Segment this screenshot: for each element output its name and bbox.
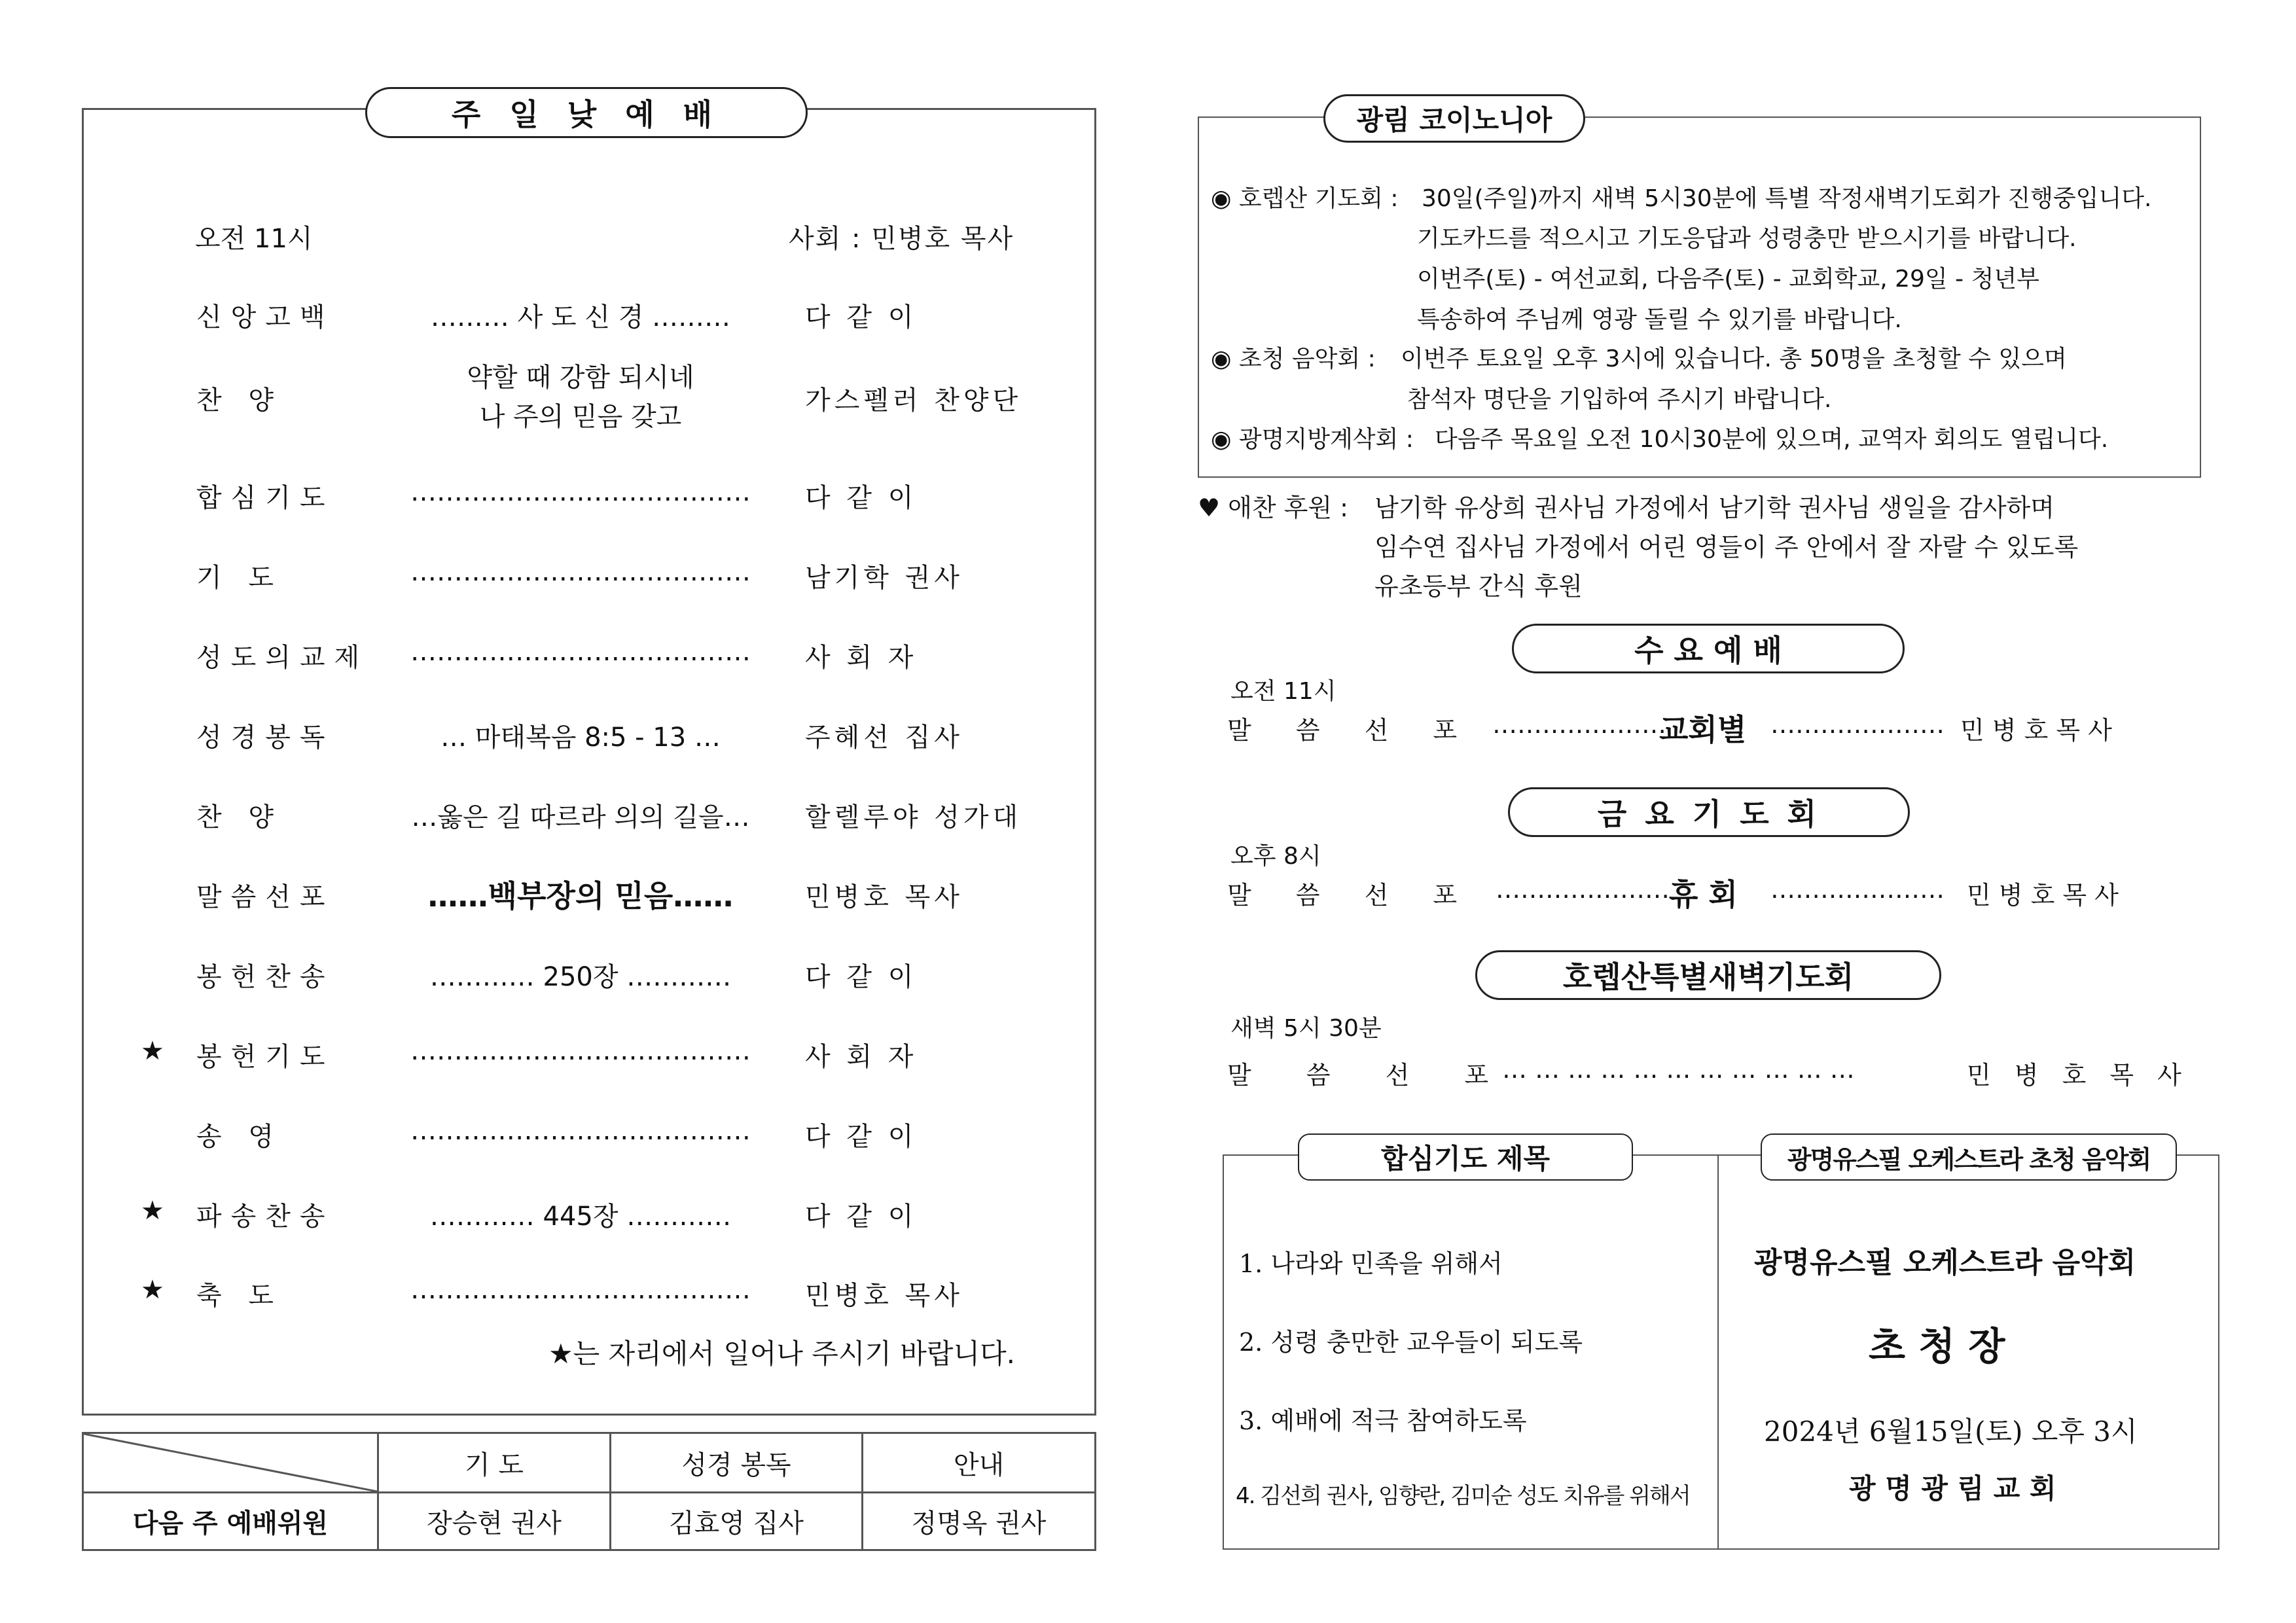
order-item: 기 도 bbox=[196, 563, 283, 593]
next-week-servers-table bbox=[82, 1432, 1096, 1551]
prayer-topics-title: 합심기도 제목 bbox=[1298, 1133, 1633, 1181]
order-person: 민병호 목사 bbox=[805, 1281, 963, 1311]
order-person: 다 같 이 bbox=[805, 1202, 918, 1232]
koinonia-title: 광림 코이노니아 bbox=[1323, 94, 1585, 143]
koinonia-line-3-1: 다음주 목요일 오전 10시30분에 있으며, 교역자 회의도 열립니다. bbox=[1435, 426, 2109, 453]
dawn-preacher: 민 병 호 목 사 bbox=[1967, 1061, 2189, 1090]
concert-name: 광명유스필 오케스트라 음악회 bbox=[1754, 1246, 2136, 1279]
koinonia-label-3: ◉ 광명지방계삭회 : bbox=[1211, 426, 1414, 453]
order-person: 다 같 이 bbox=[805, 1122, 918, 1152]
friday-label: 말 씀 선 포 bbox=[1227, 881, 1476, 910]
concert-title: 광명유스필 오케스트라 초청 음악회 bbox=[1761, 1133, 2177, 1181]
order-content: ……… 사 도 신 경 ……… bbox=[430, 302, 731, 332]
dawn-prayer-title: 호렙산특별새벽기도회 bbox=[1475, 950, 1941, 1000]
order-person: 남기학 권사 bbox=[805, 563, 963, 593]
standing-note: ★는 자리에서 일어나 주시기 바랍니다. bbox=[548, 1338, 1015, 1370]
dawn-time: 새벽 5시 30분 bbox=[1230, 1015, 1382, 1042]
order-person: 다 같 이 bbox=[805, 483, 918, 513]
wednesday-dots-2: ………………… bbox=[1770, 710, 1945, 739]
prayer-topic-2: 2. 성령 충만한 교우들이 되도록 bbox=[1239, 1328, 1583, 1357]
order-content: ………………………………… bbox=[410, 1116, 751, 1146]
friday-sermon-title: 휴 회 bbox=[1669, 877, 1738, 912]
koinonia-line-1-2: 기도카드를 적으시고 기도응답과 성령충만 받으시기를 바랍니다. bbox=[1417, 225, 2077, 252]
stand-star: ★ bbox=[141, 1196, 164, 1226]
order-item: 합심기도 bbox=[196, 483, 334, 513]
concert-invite: 초 청 장 bbox=[1869, 1324, 2005, 1368]
prayer-topic-3: 3. 예배에 적극 참여하도록 bbox=[1239, 1406, 1527, 1435]
friday-title: 금 요 기 도 회 bbox=[1508, 787, 1910, 837]
wednesday-dots-1: ………………… bbox=[1492, 710, 1666, 739]
server-guide: 정명옥 권사 bbox=[863, 1493, 1096, 1550]
next-week-label: 다음 주 예배위원 bbox=[83, 1493, 378, 1550]
koinonia-line-2-1: 이번주 토요일 오후 3시에 있습니다. 총 50명을 초청할 수 있으며 bbox=[1401, 346, 2067, 372]
order-content: ………………………………… bbox=[410, 1275, 751, 1305]
order-person: 주혜선 집사 bbox=[805, 722, 963, 753]
concert-date: 2024년 6월15일(토) 오후 3시 bbox=[1764, 1416, 2138, 1448]
order-content: ………………………………… bbox=[410, 1036, 751, 1066]
order-item: 찬 양 bbox=[196, 802, 283, 832]
koinonia-line-2-2: 참석자 명단을 기입하여 주시기 바랍니다. bbox=[1407, 386, 1832, 413]
header-prayer: 기 도 bbox=[378, 1433, 611, 1493]
order-item: 말씀선포 bbox=[196, 882, 334, 912]
snack-line-3: 유초등부 간식 후원 bbox=[1374, 572, 1583, 601]
order-item: 봉헌기도 bbox=[196, 1042, 334, 1072]
wednesday-label: 말 씀 선 포 bbox=[1227, 716, 1476, 745]
wednesday-preacher: 민 병 호 목 사 bbox=[1960, 716, 2112, 745]
friday-dots-2: ………………… bbox=[1770, 875, 1945, 904]
sunday-worship-title: 주 일 낮 예 배 bbox=[365, 87, 808, 138]
koinonia-line-1-1: 30일(주일)까지 새벽 5시30분에 특별 작정새벽기도회가 진행중입니다. bbox=[1422, 185, 2152, 212]
friday-dots-1: ………………… bbox=[1496, 875, 1670, 904]
order-item: 성경봉독 bbox=[196, 722, 334, 753]
order-person: 사 회 자 bbox=[805, 643, 918, 673]
order-person: 다 같 이 bbox=[805, 962, 918, 992]
order-content: ………………………………… bbox=[410, 557, 751, 587]
order-item: 파송찬송 bbox=[196, 1202, 334, 1232]
order-row bbox=[196, 363, 1044, 432]
order-person: 다 같 이 bbox=[805, 302, 918, 332]
wednesday-sermon-title: 교회별 bbox=[1659, 712, 1747, 747]
stand-star: ★ bbox=[141, 1036, 164, 1066]
order-content: ………………………………… bbox=[410, 637, 751, 667]
order-row bbox=[196, 1036, 1044, 1075]
order-person: 민병호 목사 bbox=[805, 882, 963, 912]
server-prayer: 장승현 권사 bbox=[378, 1493, 611, 1550]
wednesday-title: 수 요 예 배 bbox=[1512, 624, 1905, 673]
order-item: 축 도 bbox=[196, 1281, 283, 1311]
order-row bbox=[196, 876, 1044, 916]
order-content: ………… 250장 ………… bbox=[429, 962, 732, 992]
koinonia-label-2: ◉ 초청 음악회 : bbox=[1211, 346, 1376, 372]
wednesday-time: 오전 11시 bbox=[1230, 678, 1336, 705]
order-content: ……백부장의 믿음…… bbox=[427, 878, 734, 914]
snack-label: ♥ 애찬 후원 : bbox=[1198, 493, 1348, 522]
order-content: …옳은 길 따르라 의의 길을… bbox=[411, 802, 750, 832]
header-guide: 안내 bbox=[863, 1433, 1096, 1493]
friday-sermon-row bbox=[1227, 875, 2193, 912]
prayer-topic-1: 1. 나라와 민족을 위해서 bbox=[1239, 1249, 1503, 1278]
order-row bbox=[196, 956, 1044, 995]
order-person: 할렐루야 성가대 bbox=[805, 802, 1022, 832]
bottom-divider bbox=[1717, 1154, 1719, 1550]
friday-preacher: 민 병 호 목 사 bbox=[1967, 881, 2119, 910]
order-item: 송 영 bbox=[196, 1122, 283, 1152]
order-row bbox=[196, 796, 1044, 836]
order-person: 가스펠러 찬양단 bbox=[805, 385, 1022, 416]
koinonia-line-1-3: 이번주(토) - 여선교회, 다음주(토) - 교회학교, 29일 - 청년부 bbox=[1417, 266, 2039, 293]
wednesday-sermon-row bbox=[1227, 710, 2193, 747]
order-row bbox=[196, 477, 1044, 516]
order-item: 봉헌찬송 bbox=[196, 962, 334, 992]
snack-line-2: 임수연 집사님 가정에서 어린 영들이 주 안에서 잘 자랄 수 있도록 bbox=[1374, 533, 2079, 562]
order-item: 찬 양 bbox=[196, 385, 283, 416]
order-row bbox=[196, 1196, 1044, 1235]
order-item: 성도의교제 bbox=[196, 643, 369, 673]
order-content-line-2: 나 주의 믿음 갖고 bbox=[479, 402, 682, 432]
diagonal-header-cell bbox=[83, 1433, 378, 1493]
order-item: 신앙고백 bbox=[196, 302, 334, 332]
dawn-dots: … … … … … … … … … … … bbox=[1502, 1055, 1855, 1084]
dawn-label: 말 씀 선 포 bbox=[1227, 1061, 1513, 1090]
stand-star: ★ bbox=[141, 1275, 164, 1305]
service-time: 오전 11시 bbox=[195, 224, 313, 254]
order-content: … 마태복음 8:5 - 13 … bbox=[440, 722, 721, 753]
friday-time: 오후 8시 bbox=[1230, 843, 1321, 870]
order-content: ………… 445장 ………… bbox=[429, 1202, 732, 1232]
prayer-topic-4: 4. 김선희 권사, 임향란, 김미순 성도 치유를 위해서 bbox=[1236, 1483, 1690, 1509]
order-content: ………………………………… bbox=[410, 477, 751, 507]
concert-church: 광 명 광 림 교 회 bbox=[1849, 1472, 2056, 1505]
header-scripture: 성경 봉독 bbox=[611, 1433, 863, 1493]
order-person: 사 회 자 bbox=[805, 1042, 918, 1072]
order-row bbox=[196, 1275, 1044, 1314]
order-content: 약할 때 강함 되시네 bbox=[467, 363, 694, 393]
koinonia-line-1-4: 특송하여 주님께 영광 돌릴 수 있기를 바랍니다. bbox=[1417, 306, 1902, 333]
snack-line-1: 남기학 유상희 권사님 가정에서 남기학 권사님 생일을 감사하며 bbox=[1374, 493, 2054, 522]
order-row bbox=[196, 637, 1044, 676]
order-row bbox=[196, 557, 1044, 596]
order-row bbox=[196, 296, 1044, 336]
server-scripture: 김효영 집사 bbox=[611, 1493, 863, 1550]
koinonia-label-1: ◉ 호렙산 기도회 : bbox=[1211, 185, 1399, 212]
order-row bbox=[196, 1116, 1044, 1155]
dawn-sermon-row bbox=[1227, 1055, 2193, 1092]
service-leader: 사회 : 민병호 목사 bbox=[789, 224, 1014, 254]
order-row bbox=[196, 717, 1044, 756]
